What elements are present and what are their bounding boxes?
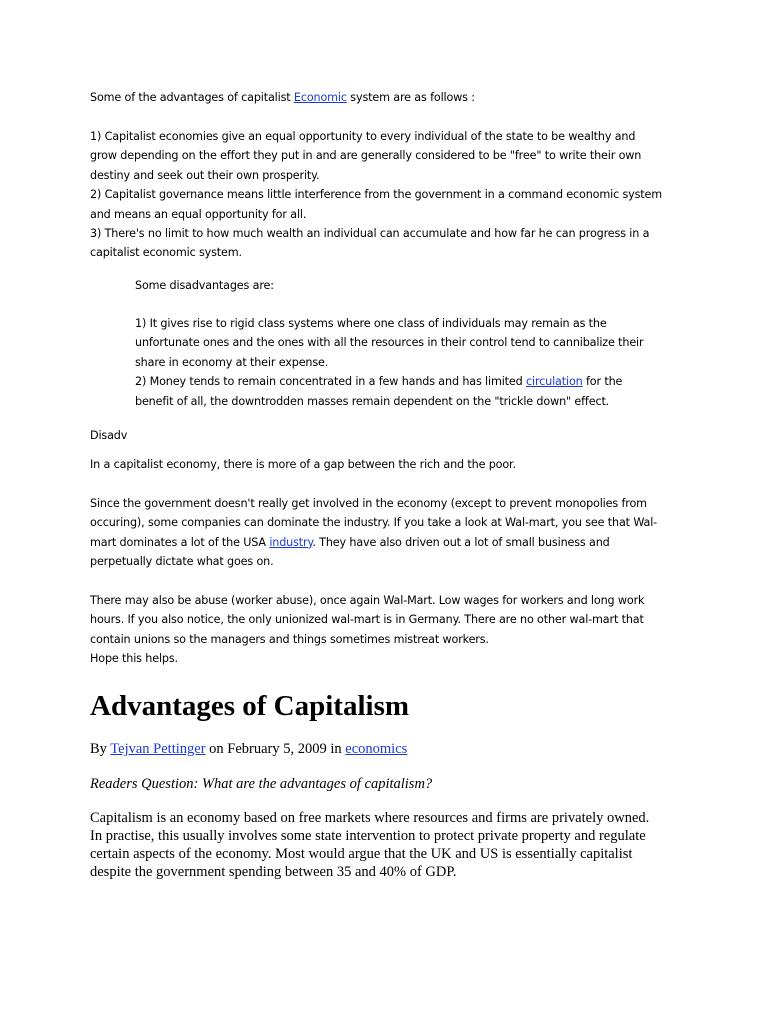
intro-line <box>90 88 475 107</box>
article-title-wrap <box>90 689 409 723</box>
government-paragraph: Since the government doesn't really get involved in the economy (except to prevent monopolies from occuring), some companies can dominate the industry. If you take a look at Wal-mart, you see that Wal- mart dominates a lot of the USA industry. They have also driven out a lot of small business and perpetually dictate what goes on. <box>90 497 658 569</box>
abuse-paragraph: There may also be abuse (worker abuse), once again Wal-Mart. Low wages for workers and long work hours. If you also notice, the only unionized wal-mart is in Germany. There are no other wal-mart that contain unions so the managers and things sometimes mistreat workers. Hope this helps. <box>90 594 645 666</box>
category-link[interactable]: economics <box>345 741 408 757</box>
author-link[interactable]: Tejvan Pettinger <box>110 741 206 757</box>
reader-question: Readers Question: What are the advantages of capitalism? <box>90 776 433 792</box>
disadvantage-item: 2) Money tends to remain concentrated in a few hands and has limited circulation for the benefit of all, the downtrodden masses remain dependent on the "trickle down" effect. <box>135 375 623 408</box>
intro-text-end: system are as follows : <box>346 91 475 104</box>
advantages-list <box>90 127 730 263</box>
byline: By Tejvan Pettinger on February 5, 2009 in economics <box>90 741 408 757</box>
disadvantages-heading: Some disadvantages are: <box>135 279 274 292</box>
disadv-label: Disadv <box>90 429 128 442</box>
advantage-item: 3) There's no limit to how much wealth an individual can accumulate and how far he can progress in a capitalist economic system. <box>90 227 650 260</box>
economic-link[interactable]: Economic <box>293 91 347 104</box>
disadvantage-item: 1) It gives rise to rigid class systems where one class of individuals may remain as the unfortunate ones and the ones with all the resources in their control tend to cannibalize their share in economy at their expense. <box>135 317 644 369</box>
article-body: Capitalism is an economy based on free markets where resources and firms are privately owned. In practise, this usually involves some state intervention to protect private property and regulate certain aspects of the economy. Most would argue that the UK and US is essentially capitalist despite the government spending between 35 and 40% of GDP. <box>90 810 650 880</box>
advantage-item: 1) Capitalist economies give an equal opportunity to every individual of the state to be wealthy and grow depending on the effort they put in and are generally considered to be "free" to write their own destiny and seek out their own prosperity. <box>90 130 642 182</box>
gap-line: In a capitalist economy, there is more of a gap between the rich and the poor. <box>90 458 516 471</box>
circulation-link[interactable]: circulation <box>526 375 583 389</box>
disadvantages-list <box>135 314 695 411</box>
advantage-item: 2) Capitalist governance means little interference from the government in a command economic system and means an equal opportunity for all. <box>90 188 663 221</box>
article-title: Advantages of Capitalism <box>90 690 410 722</box>
industry-link[interactable]: industry <box>269 535 313 549</box>
intro-text: Some of the advantages of capitalist <box>90 91 294 104</box>
